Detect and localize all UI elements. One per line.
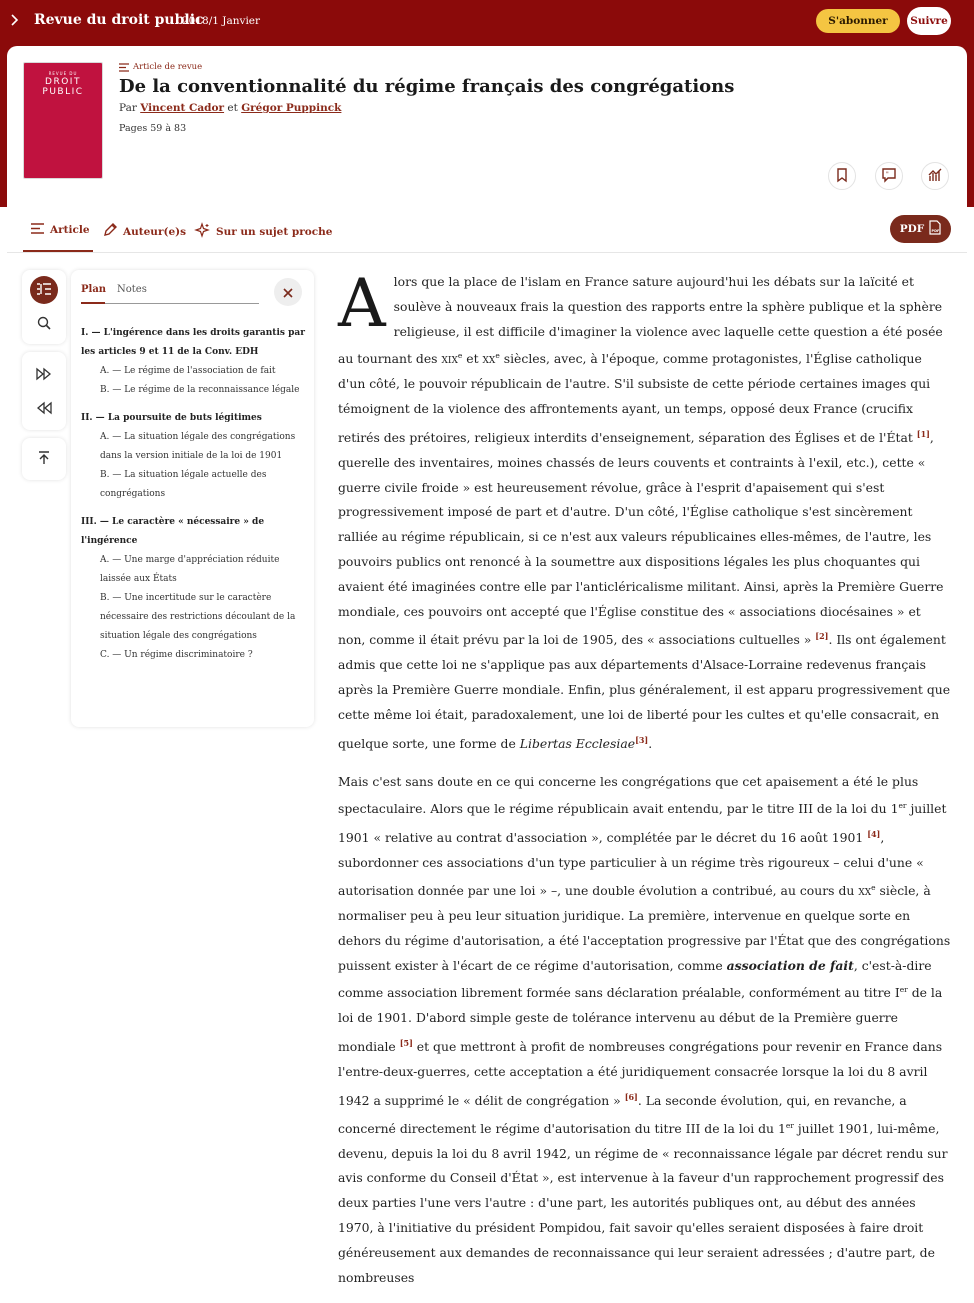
close-icon — [283, 283, 293, 302]
byline — [119, 102, 341, 114]
tab-article-label: Article — [50, 224, 90, 236]
footnote-link-4[interactable]: [4] — [867, 829, 881, 840]
tab-related[interactable] — [196, 223, 332, 240]
text-run: et que mettront à profit de nombreuses congrégations pour revenir en France dans l'entre-deux-guerres, cette acceptation a été juridiquement consacrée lorsque la loi du 8 avril 1942 a supprimé le « délit de congrégation » — [338, 1039, 943, 1108]
arrow-up-to-line-icon — [38, 450, 50, 469]
cover-line-1: DROIT — [45, 77, 81, 87]
toc-item[interactable]: C. — Un régime discriminatoire ? — [100, 650, 253, 660]
author-link-2[interactable]: Grégor Puppinck — [241, 102, 342, 114]
issue-label[interactable]: 2018/1 Janvier — [182, 15, 261, 27]
journal-cover — [23, 62, 103, 179]
sparkle-icon — [196, 223, 210, 240]
plan-toggle-button[interactable] — [30, 276, 58, 304]
text-run: Mais c'est sans doute en ce qui concerne les congrégations que cet apaisement a été le plus spectaculaire. Alors que le régime républicain avait entendu, par le titre III de la loi du 1 — [338, 773, 919, 817]
toc-item[interactable]: B. — Une incertitude sur le caractère nécessaire des restrictions découlant de la situation légale des congrégations — [100, 593, 296, 641]
toc-item[interactable]: B. — Le régime de la reconnaissance légale — [100, 385, 300, 395]
toc-item[interactable]: A. — La situation légale des congrégations dans la version initiale de la loi de 1901 — [100, 432, 296, 461]
text-run: siècle, à normaliser peu à peu leur situation juridique. La première, intervenue en quelque sorte en dehors du régime d'autorisation, a été l'acceptation progressive par l'État que des congrégations puissent exister à l'écart de ce régime d'autorisation, comme — [338, 883, 951, 973]
footnote-link-3[interactable]: [3] — [635, 734, 649, 745]
tool-group-jump — [22, 352, 66, 430]
tool-group-top — [22, 438, 66, 480]
author-link-1[interactable]: Vincent Cador — [140, 102, 225, 114]
article-body — [338, 265, 952, 1303]
statistics-button[interactable] — [921, 162, 949, 190]
century-numeral: xix — [441, 351, 458, 367]
bookmark-icon — [836, 167, 848, 186]
chevron-right-icon[interactable] — [10, 13, 24, 29]
bookmark-button[interactable] — [828, 162, 856, 190]
tool-group-nav — [22, 270, 66, 344]
tab-authors[interactable] — [103, 223, 186, 240]
article-kind — [119, 62, 202, 72]
latin-term: Libertas Ecclesiae — [519, 735, 636, 751]
toc-section-2[interactable]: II. — La poursuite de buts légitimes — [81, 413, 262, 423]
cover-title — [24, 77, 102, 97]
text-run: , c'est-à-dire comme association librement formée sans déclaration préalable, conformément au titre I — [338, 957, 932, 1001]
plan-panel — [71, 270, 314, 727]
article-kind-label: Article de revue — [133, 62, 203, 72]
fast-forward-icon — [36, 365, 52, 384]
active-tab-indicator — [23, 250, 93, 252]
chart-icon — [928, 167, 942, 186]
cover-small-text: REVUE DU — [48, 71, 78, 76]
lines-icon — [119, 63, 129, 72]
cover-line-2: PUBLIC — [42, 87, 84, 97]
text-run: . — [648, 735, 653, 751]
tab-article[interactable] — [31, 223, 90, 237]
superscript: er — [785, 1120, 794, 1130]
text-run: , querelle des inventaires, moines chassés de leurs couvents et contraints à l'exil, etc.), cette « guerre civile froide » est heureusement révolue, grâce à l'esprit d'apaisement qui s'est progressivement imposé de part et d'autre. D'un côté, l'Église catholique s'est sincèrement ralliée au régime républicain, si ce n'est aux valeurs républicaines elles-mêmes, de l'autre, les pouvoirs publics ont renoncé à la soumettre aux dispositions légales les plus choquantes qui avaient été imaginées contre elle par l'anticléricalisme militant. Ainsi, après la Première Guerre mondiale, ces pouvoirs ont accepté que l'Église constitue des « associations diocésaines » et non, comme il était prévu par la loi de 1905, des « associations cultuelles » — [338, 430, 944, 648]
back-to-top-button[interactable] — [30, 445, 58, 473]
toc-item[interactable]: B. — La situation légale actuelle des congrégations — [100, 470, 267, 499]
tab-plan[interactable]: Plan — [81, 284, 107, 295]
search-button[interactable] — [30, 310, 58, 338]
footnote-link-6[interactable]: [6] — [624, 1091, 638, 1102]
cite-button[interactable] — [875, 162, 903, 190]
lines-icon — [31, 223, 44, 237]
byline-and: et — [227, 102, 238, 114]
table-of-contents — [81, 324, 306, 665]
century-numeral: xx — [482, 351, 496, 367]
tab-authors-label: Auteur(e)s — [123, 225, 187, 238]
toc-item[interactable]: A. — Le régime de l'association de fait — [100, 366, 276, 376]
footnote-link-5[interactable]: [5] — [399, 1038, 413, 1049]
footnote-link-2[interactable]: [2] — [815, 631, 829, 642]
text-run: . La seconde évolution, qui, en revanche, a concerné directement le régime d'autorisation du titre III de la loi du 1 — [338, 1092, 907, 1136]
follow-button[interactable]: Suivre — [907, 7, 951, 35]
tab-related-label: Sur un sujet proche — [216, 225, 333, 238]
toc-section-3[interactable]: III. — Le caractère « nécessaire » de l'ingérence — [81, 517, 265, 546]
text-run: juillet 1901, lui-même, devenu, depuis la loi du 8 avril 1942, un régime de « reconnaissance légale par décret rendu sur avis conforme du Conseil d'État », est intervenue à la faveur d'un rapprochement progressif des deux parties l'une vers l'autre : d'une part, les autorités publiques ont, au début des années 1970, à l'initiative du président Pompidou, fait savoir qu'elles seraient disposées à faire droit généreusement aux demandes de reconnaissance qui leur seraient adressées ; d'autre part, de nombreuses — [338, 1120, 948, 1285]
previous-section-button[interactable] — [30, 394, 58, 422]
paragraph-1 — [338, 265, 952, 757]
close-plan-button[interactable] — [274, 278, 302, 306]
pen-icon — [103, 223, 117, 240]
toc-item[interactable]: A. — Une marge d'appréciation réduite laissée aux États — [100, 555, 280, 584]
toc-section-1[interactable]: I. — L'ingérence dans les droits garantis par les articles 9 et 11 de la Conv. EDH — [81, 328, 305, 357]
text-run: juillet 1901 « relative au contrat d'association », complétée par le décret du 16 août 1901 — [338, 801, 947, 846]
plan-tabs — [81, 282, 259, 304]
search-icon — [37, 315, 51, 334]
quote-bubble-icon — [882, 167, 896, 186]
pdf-label: PDF — [899, 223, 925, 235]
svg-text:": " — [886, 170, 889, 178]
text-run: , subordonner ces associations d'un type particulier à un régime très rigoureux – celui d'une « autorisation donnée par une loi » –, une double évolution a contribué, au cours du — [338, 830, 924, 899]
rewind-icon — [36, 399, 52, 418]
byline-by: Par — [119, 102, 137, 114]
svg-text:PDF: PDF — [931, 229, 940, 233]
text-run: de la loi de 1901. D'abord simple geste de tolérance intervenu au début de la Première guerre mondiale — [338, 985, 943, 1055]
plan-tab-indicator — [81, 302, 105, 304]
subscribe-button[interactable]: S'abonner — [816, 9, 900, 33]
text-run: siècles, avec, à l'époque, comme protagonistes, l'Église catholique d'un côté, le pouvoir républicain de l'autre. S'il subsiste de cette période certaines images qui témoignent de la violence des affrontements ayant, un temps, opposé deux France (crucifix retirés des prétoires, religieux interdits d'enseignement, séparation des Églises et de l'État — [338, 351, 931, 446]
footnote-link-1[interactable]: [1] — [916, 428, 930, 439]
century-numeral: xx — [858, 883, 872, 899]
next-section-button[interactable] — [30, 360, 58, 388]
superscript: er — [899, 985, 908, 995]
journal-title[interactable]: Revue du droit public — [34, 12, 204, 28]
text-run: . Ils ont également admis que cette loi ne s'applique pas aux départements d'Alsace-Lorraine redevenus français après la Première Guerre mondiale. Enfin, plus généralement, il est apparu progressivement que cette même loi était, paradoxalement, une loi de liberté pour les cultes et qu'elle consacrait, en quelque sorte, une forme de — [338, 632, 951, 751]
pdf-button[interactable] — [890, 215, 951, 243]
emphasis-term: association de fait — [726, 957, 854, 973]
article-tabs — [7, 207, 967, 253]
superscript: e — [495, 351, 500, 361]
list-tree-icon — [36, 281, 52, 300]
superscript: e — [457, 351, 463, 361]
tab-notes[interactable]: Notes — [117, 284, 147, 295]
paragraph-2 — [338, 770, 952, 1291]
article-title: De la conventionnalité du régime français des congrégations — [119, 76, 735, 97]
page-range: Pages 59 à 83 — [119, 123, 187, 134]
superscript: e — [871, 883, 876, 893]
pdf-file-icon — [929, 220, 941, 238]
text-run: lors que la place de l'islam en France sature aujourd'hui les débats sur la laïcité et soulève à nouveaux frais la question des rapports entre la sphère publique et la sphère religieuse, il est difficile d'imaginer la violence avec laquelle cette question a été posée au tournant des — [338, 274, 943, 367]
text-run: et — [462, 351, 483, 367]
drop-cap: A — [338, 265, 386, 342]
superscript: er — [898, 801, 907, 811]
